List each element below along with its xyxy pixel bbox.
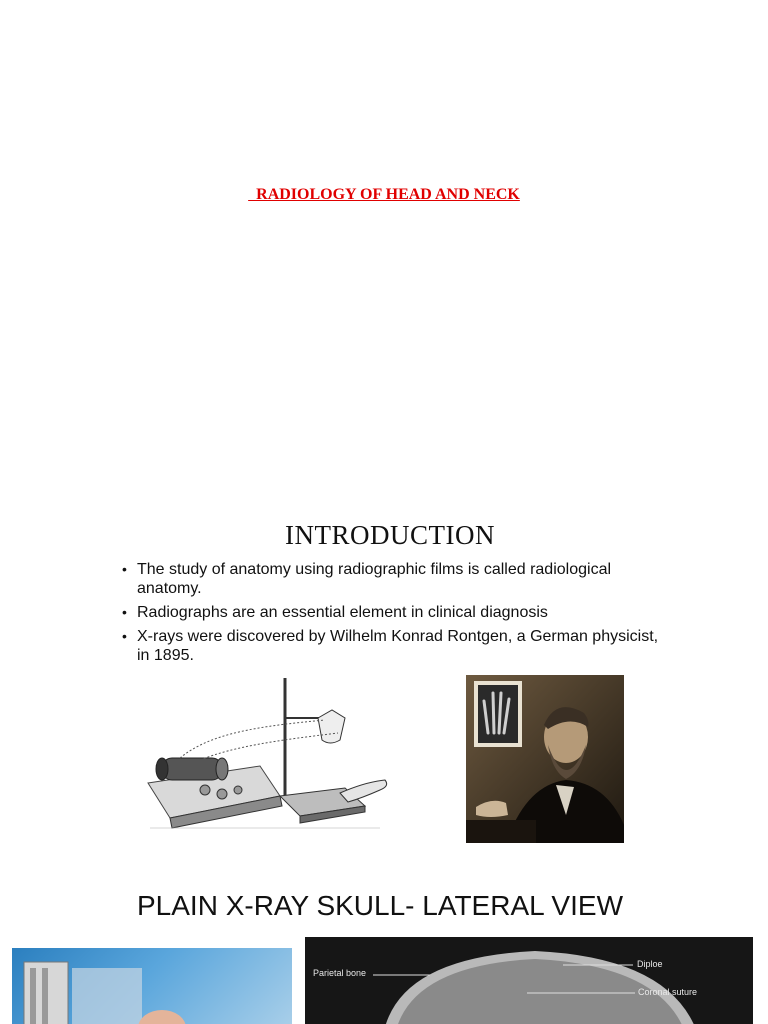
- bullet-list: [122, 560, 662, 670]
- portrait-image: [466, 675, 624, 843]
- introduction-heading: INTRODUCTION: [285, 520, 495, 550]
- rontgen-portrait-photo: [466, 675, 624, 843]
- document-title: RADIOLOGY OF HEAD AND NECK: [248, 186, 520, 203]
- bullet-item: • Radiographs are an essential element in clinical diagnosis: [122, 603, 662, 622]
- introduction-slide: [0, 490, 768, 870]
- skull-xray-image: [305, 937, 753, 1024]
- slide-title: PLAIN X-RAY SKULL- LATERAL VIEW: [136, 890, 623, 921]
- label-parietal-bone: Parietal bone: [313, 968, 367, 978]
- bullet-item: • The study of anatomy using radiographic films is called radiological anatomy.: [122, 560, 662, 598]
- xray-apparatus-illustration: [140, 678, 395, 840]
- skull-xray-graphic: [305, 937, 753, 1024]
- xray-machine-photo: [12, 948, 292, 1024]
- bullet-item: • X-rays were discovered by Wilhelm Konrad Rontgen, a German physicist, in 1895.: [122, 627, 662, 665]
- machine-image: [12, 948, 292, 1024]
- label-coronal-suture: Coronal suture: [638, 987, 698, 997]
- title-slide: [0, 0, 768, 490]
- xray-skull-slide: [0, 870, 768, 1024]
- label-diploe: Diploe: [637, 959, 663, 969]
